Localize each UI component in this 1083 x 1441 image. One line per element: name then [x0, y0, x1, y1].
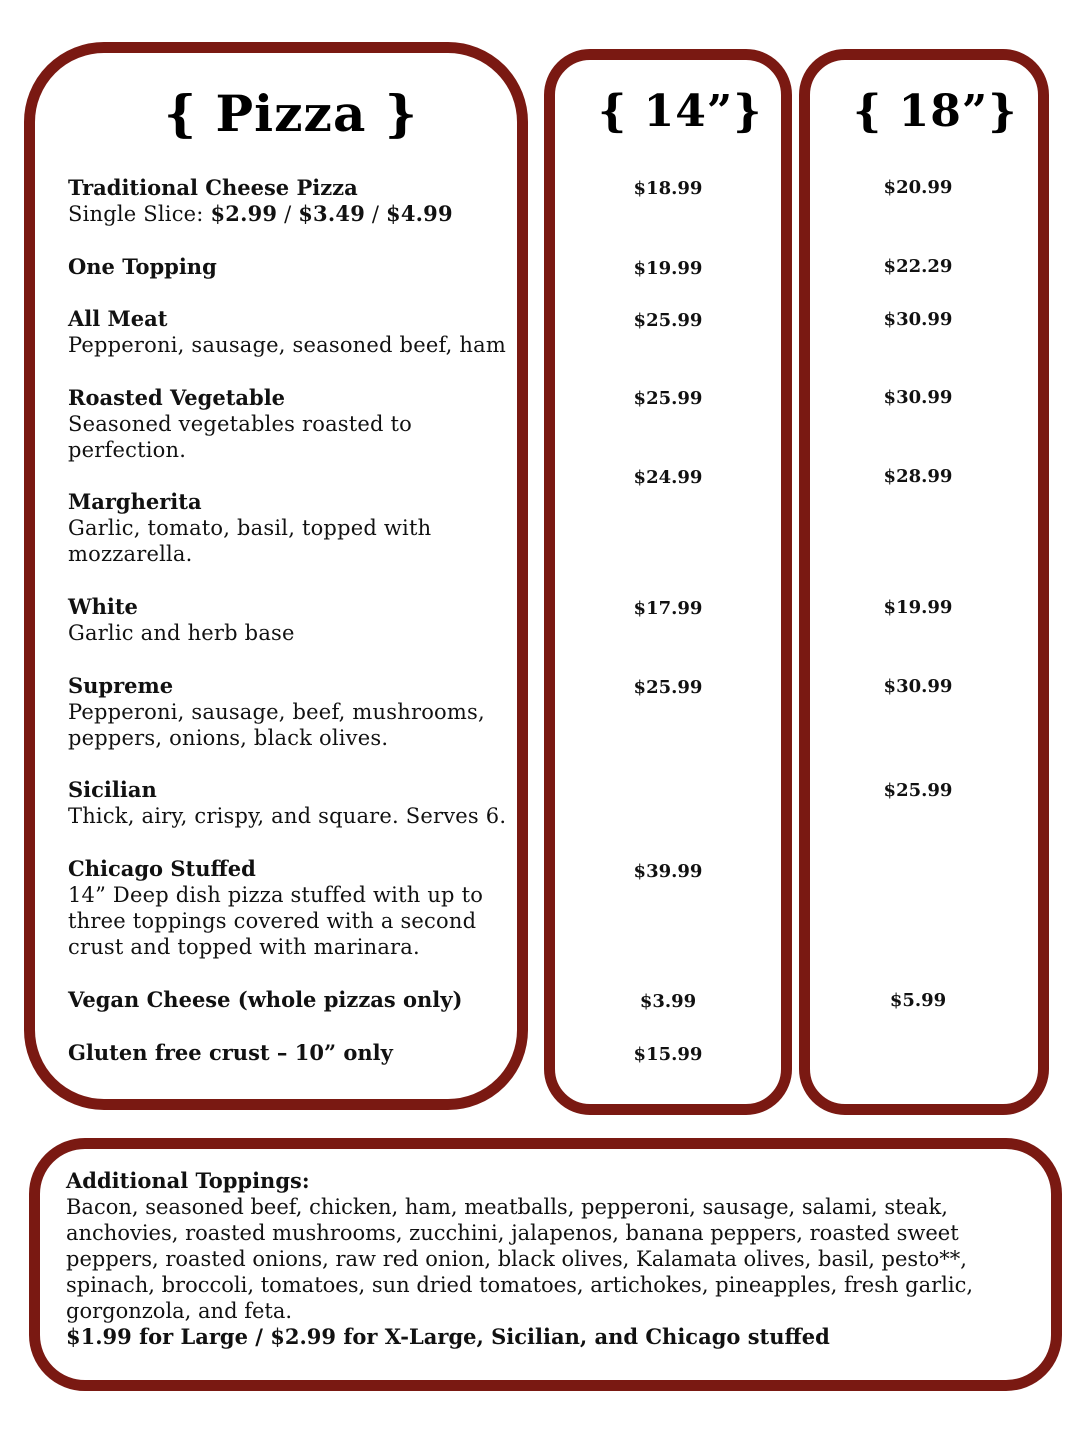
- item-desc: Thick, airy, crispy, and square. Serves 6.: [68, 804, 507, 828]
- price-18: $19.99: [883, 597, 953, 618]
- size-14-heading: { 14”}: [598, 86, 763, 137]
- item-desc: mozzarella.: [68, 542, 193, 566]
- price-14-panel: [544, 49, 792, 1115]
- menu-item-supreme: [68, 673, 538, 751]
- slice-price-small: $2.99: [210, 201, 278, 226]
- price-14: $18.99: [633, 178, 703, 199]
- menu-item-chicago-stuffed: [68, 856, 538, 960]
- price-14: $39.99: [633, 861, 703, 882]
- item-name: Supreme: [68, 673, 174, 698]
- slice-price-large: $4.99: [386, 201, 453, 226]
- toppings-line: gorgonzola, and feta.: [66, 1299, 293, 1323]
- price-14: $15.99: [633, 1044, 703, 1065]
- menu-item-roasted-vegetable: [68, 385, 538, 463]
- price-14: $19.99: [633, 258, 703, 279]
- item-desc: perfection.: [68, 438, 187, 462]
- price-18: $30.99: [883, 309, 953, 330]
- toppings-line: spinach, broccoli, tomatoes, sun dried tomatoes, artichokes, pineapples, fresh garlic,: [66, 1273, 974, 1297]
- price-18: $20.99: [883, 177, 953, 198]
- item-name: Gluten free crust – 10” only: [68, 1040, 393, 1065]
- item-desc: peppers, onions, black olives.: [68, 726, 389, 750]
- menu-item-gluten-free: [68, 1040, 538, 1066]
- toppings-line: peppers, roasted onions, raw red onion, black olives, Kalamata olives, basil, pesto**,: [66, 1247, 967, 1271]
- toppings-line: anchovies, roasted mushrooms, zucchini, jalapenos, banana peppers, roasted sweet: [66, 1221, 959, 1245]
- menu-item-sicilian: [68, 777, 538, 829]
- slice-label: Single Slice:: [68, 202, 211, 226]
- item-name: Roasted Vegetable: [68, 385, 286, 410]
- item-desc: [68, 201, 538, 227]
- item-desc: 14” Deep dish pizza stuffed with up to: [68, 883, 484, 907]
- item-name: White: [68, 594, 138, 619]
- menu-item-white: [68, 594, 538, 646]
- item-desc: Garlic, tomato, basil, topped with: [68, 516, 432, 540]
- price-14: $25.99: [633, 677, 703, 698]
- price-18: $22.29: [883, 256, 953, 277]
- additional-toppings: [66, 1168, 1036, 1350]
- item-name: Traditional Cheese Pizza: [68, 175, 358, 200]
- menu-item-vegan-cheese: [68, 987, 538, 1013]
- item-name: Vegan Cheese (whole pizzas only): [68, 987, 463, 1012]
- item-desc: Seasoned vegetables roasted to: [68, 412, 413, 436]
- slice-price-medium: $3.49: [298, 201, 366, 226]
- price-18: $30.99: [883, 676, 953, 697]
- price-14: $25.99: [633, 310, 703, 331]
- size-18-heading: { 18”}: [853, 86, 1018, 137]
- toppings-heading: Additional Toppings:: [66, 1168, 310, 1193]
- menu-item-traditional-cheese: [68, 175, 538, 227]
- slice-separator: /: [277, 202, 299, 226]
- price-14: $17.99: [633, 598, 703, 619]
- item-name: All Meat: [68, 306, 168, 331]
- toppings-pricing: $1.99 for Large / $2.99 for X-Large, Sicilian, and Chicago stuffed: [66, 1324, 830, 1349]
- price-18: $30.99: [883, 387, 953, 408]
- price-14: $24.99: [633, 467, 703, 488]
- price-18-panel: [799, 49, 1049, 1115]
- item-name: Sicilian: [68, 777, 157, 802]
- item-name: Margherita: [68, 489, 202, 514]
- item-desc: crust and topped with marinara.: [68, 935, 420, 959]
- item-desc: Pepperoni, sausage, seasoned beef, ham: [68, 333, 506, 357]
- item-name: Chicago Stuffed: [68, 856, 256, 881]
- item-desc: Pepperoni, sausage, beef, mushrooms,: [68, 700, 485, 724]
- menu-item-margherita: [68, 489, 538, 567]
- pizza-heading: { Pizza }: [164, 84, 418, 143]
- menu-item-all-meat: [68, 306, 538, 358]
- item-desc: Garlic and herb base: [68, 621, 295, 645]
- price-14: $3.99: [639, 991, 697, 1012]
- menu-item-one-topping: [68, 254, 538, 280]
- toppings-line: Bacon, seasoned beef, chicken, ham, meatballs, pepperoni, sausage, salami, steak,: [66, 1195, 948, 1219]
- item-desc: three toppings covered with a second: [68, 909, 477, 933]
- price-18: $28.99: [883, 466, 953, 487]
- slice-separator: /: [365, 202, 387, 226]
- item-name: One Topping: [68, 254, 217, 279]
- price-14: $25.99: [633, 388, 703, 409]
- price-18: $5.99: [889, 990, 947, 1011]
- price-18: $25.99: [883, 780, 953, 801]
